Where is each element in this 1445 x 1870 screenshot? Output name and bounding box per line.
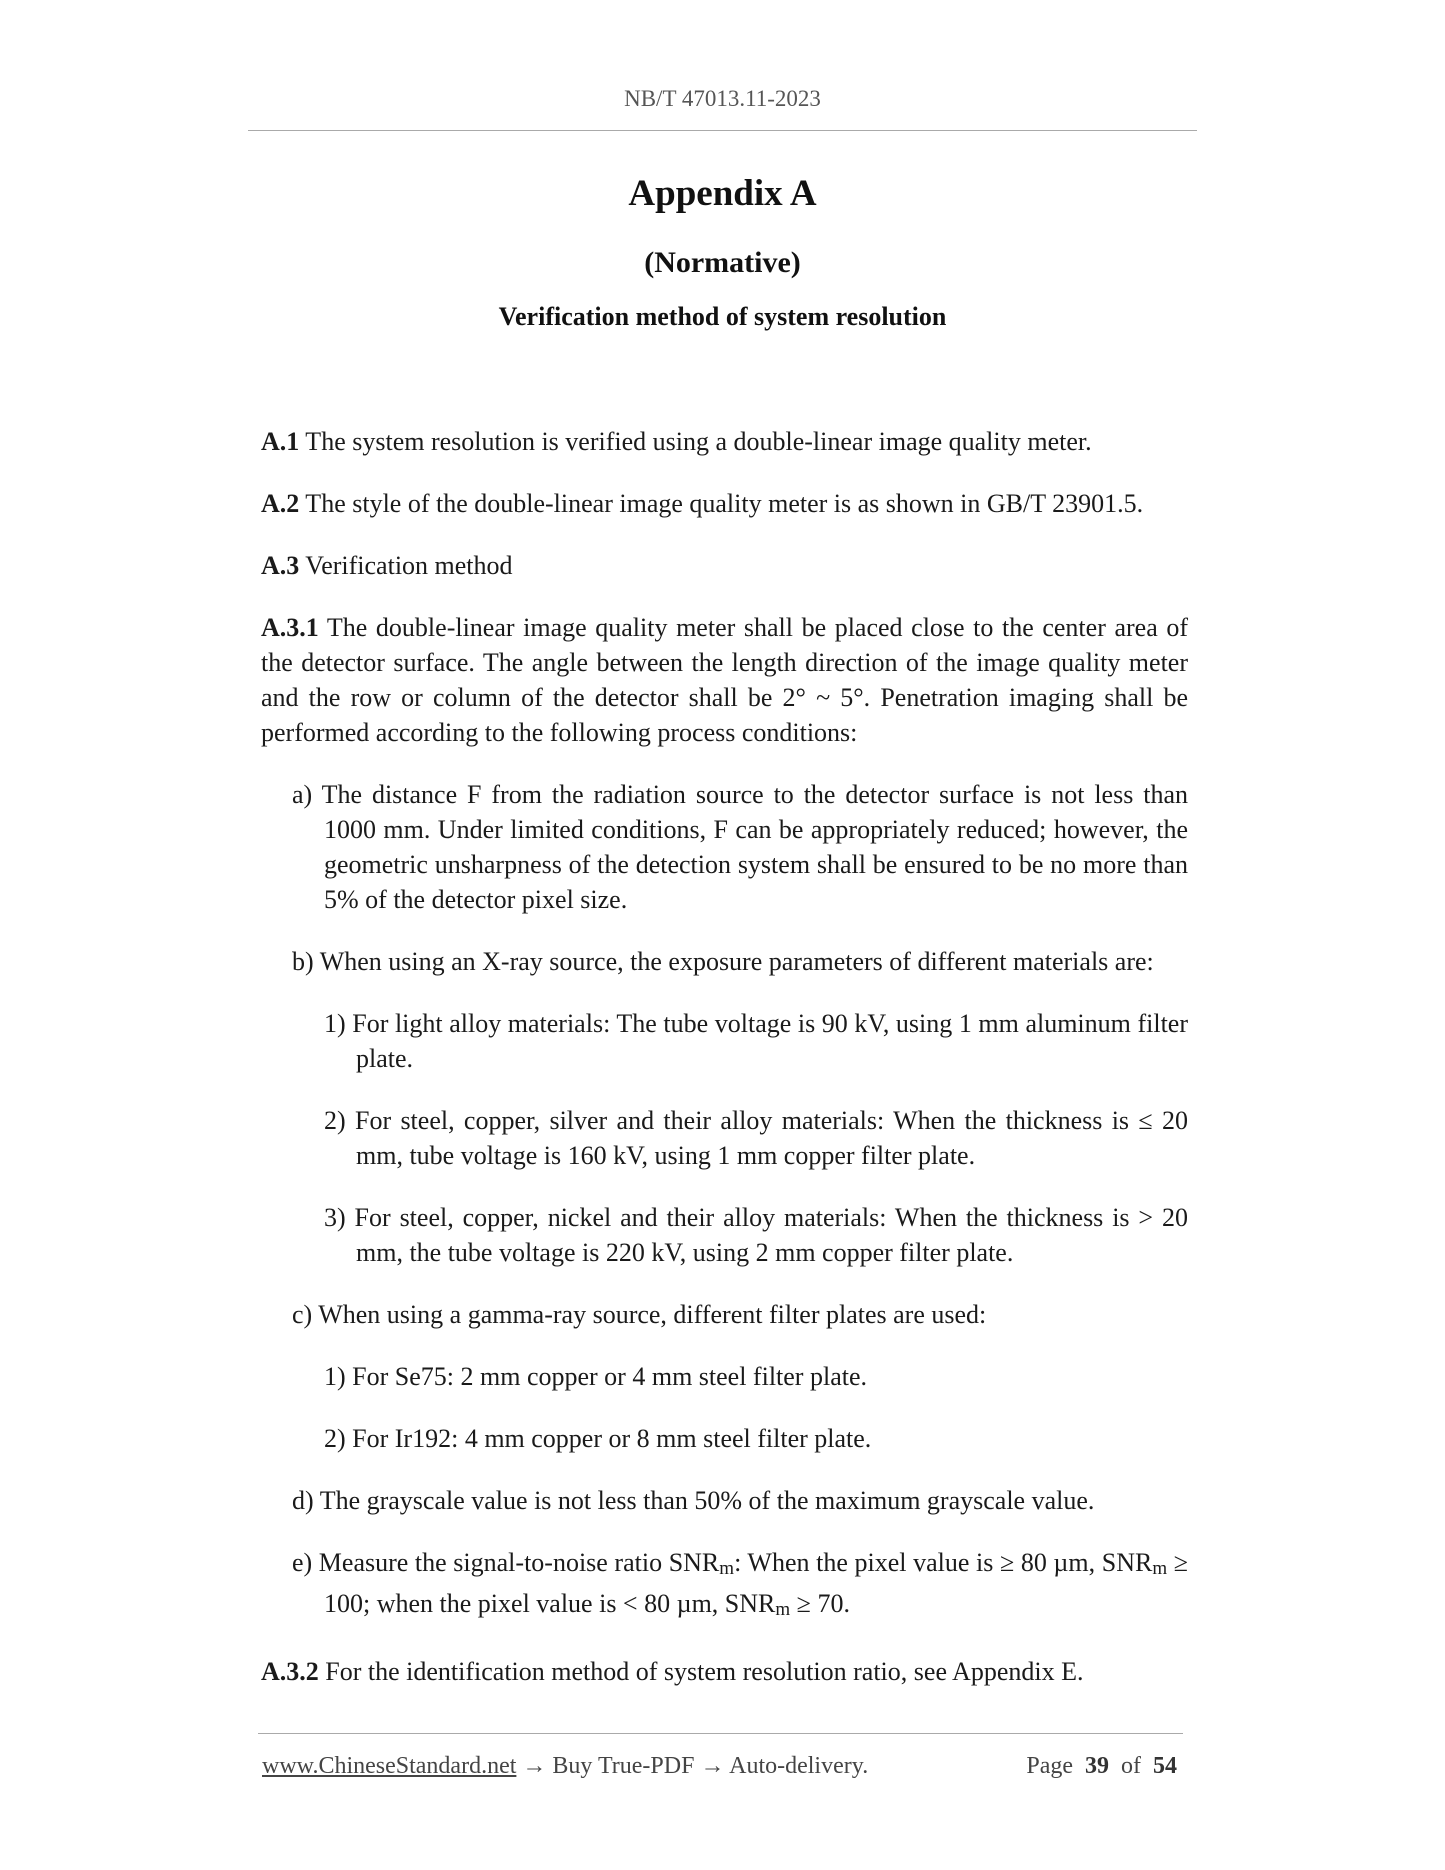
header-divider — [248, 130, 1197, 131]
list-item-a: a) The distance F from the radiation source to the detector surface is not less than 1000 mm. Under limited conditions, F can be appropriately reduced; however, the geometric unsharpness of the detection system shall be ensured to be no more than 5% of the detector pixel size. — [292, 780, 1188, 914]
clause-a1 — [261, 424, 1188, 459]
list-item-b3: 3) For steel, copper, nickel and their alloy materials: When the thickness is > 20 mm, the tube voltage is 220 kV, using 2 mm copper filter plate. — [324, 1203, 1188, 1267]
list-item-c: c) When using a gamma-ray source, different filter plates are used: — [292, 1300, 987, 1329]
list-item-d: d) The grayscale value is not less than 50% of the maximum grayscale value. — [292, 1486, 1095, 1515]
footer-divider — [258, 1733, 1183, 1734]
of-label: of — [1121, 1753, 1141, 1779]
clause-a3-2 — [261, 1654, 1188, 1689]
page-number: 39 — [1085, 1753, 1109, 1779]
document-body — [261, 424, 1188, 1716]
list-item-b: b) When using an X-ray source, the exposure parameters of different materials are: — [292, 947, 1154, 976]
item-e-text-2: : When the pixel value is ≥ 80 µm, SNR — [734, 1548, 1153, 1577]
footer-promo — [262, 1753, 868, 1780]
list-item-c1: 1) For Se75: 2 mm copper or 4 mm steel filter plate. — [324, 1362, 867, 1391]
clause-text: The system resolution is verified using a double-linear image quality meter. — [299, 427, 1092, 456]
item-e-text-3: ≥ 100; when the pixel value is < 80 µm, SNR — [324, 1548, 1188, 1618]
snr-subscript: m — [1152, 1558, 1168, 1579]
item-e-text-4: ≥ 70. — [790, 1589, 850, 1618]
clause-number: A.3 — [261, 551, 300, 580]
clause-a2 — [261, 486, 1188, 521]
clause-a3-1 — [261, 610, 1188, 750]
list-item-b1: 1) For light alloy materials: The tube voltage is 90 kV, using 1 mm aluminum filter plate. — [324, 1009, 1188, 1073]
list-item-b2: 2) For steel, copper, silver and their alloy materials: When the thickness is ≤ 20 mm, tube voltage is 160 kV, using 1 mm copper filter plate. — [324, 1106, 1188, 1170]
page-indicator — [1026, 1753, 1177, 1780]
snr-subscript: m — [775, 1599, 791, 1620]
clause-number: A.2 — [261, 489, 300, 518]
site-link[interactable]: www.ChineseStandard.net — [262, 1753, 517, 1779]
clause-number: A.3.2 — [261, 1657, 319, 1686]
appendix-title: Appendix A — [628, 173, 817, 214]
list-item-e — [292, 1545, 1188, 1627]
footer-promo-text: → Buy True-PDF → Auto-delivery. — [516, 1753, 869, 1779]
page-total: 54 — [1153, 1753, 1177, 1779]
appendix-subtitle: (Normative) — [644, 246, 801, 279]
clause-text: Verification method — [299, 551, 513, 580]
page-label: Page — [1026, 1753, 1073, 1779]
list-item-c2: 2) For Ir192: 4 mm copper or 8 mm steel filter plate. — [324, 1424, 872, 1453]
appendix-heading: Verification method of system resolution — [498, 302, 947, 331]
item-e-text-1: e) Measure the signal-to-noise ratio SNR — [292, 1548, 720, 1577]
header-standard-number: NB/T 47013.11-2023 — [624, 86, 821, 111]
clause-text: The double-linear image quality meter shall be placed close to the center area of the detector surface. The angle between the length direction of the image quality meter and the row or column of the detector shall be 2° ~ 5°. Penetration imaging shall be performed according to the following process conditions: — [261, 613, 1188, 747]
snr-subscript: m — [719, 1558, 735, 1579]
clause-text: For the identification method of system resolution ratio, see Appendix E. — [318, 1657, 1084, 1686]
clause-text: The style of the double-linear image quality meter is as shown in GB/T 23901.5. — [299, 489, 1144, 518]
clause-number: A.3.1 — [261, 613, 319, 642]
clause-number: A.1 — [261, 427, 300, 456]
clause-a3 — [261, 548, 1188, 583]
